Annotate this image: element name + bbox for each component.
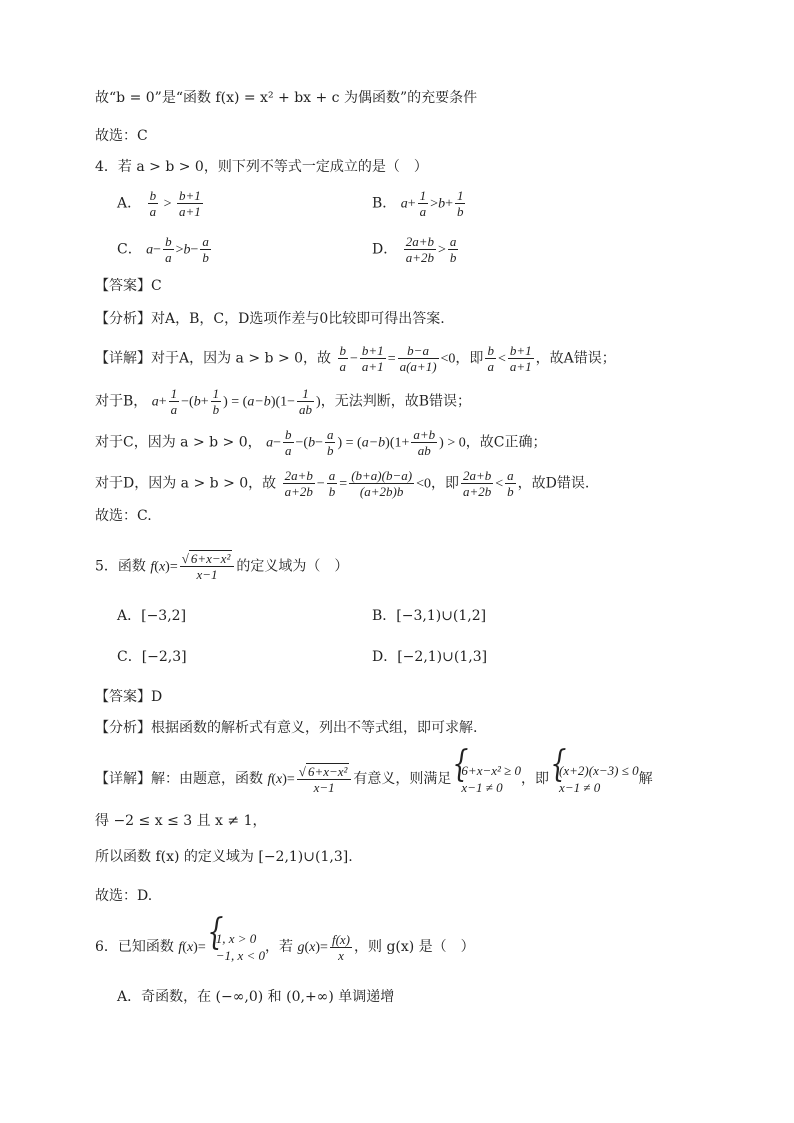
fraction: $\frac{b+1}{a+1}$ xyxy=(361,343,384,374)
fraction: $\frac{1}{b}$ xyxy=(456,188,464,219)
q4-detail-d: 对于D，因为 a > b > 0，故 $\frac{2a+b}{a+2b}$ − $\frac{a}{b}$ = $\frac{(b+a)(b-a)}{(a+2b)b}$ <0，即 $\frac{2a+b}{a+2b}$ < $\frac{a}{b}$ ，故D错误. xyxy=(95,468,590,499)
analysis-text: 根据函数的解析式有意义，列出不等式组，即可求解. xyxy=(151,720,478,736)
fraction: $\frac{1}{b}$ xyxy=(212,386,220,417)
detail-text: ，即 xyxy=(521,771,550,787)
piecewise-brace: { 1, x > 0 −1, x < 0 xyxy=(206,930,265,964)
fraction: $\frac{a}{b}$ xyxy=(449,234,457,265)
fraction: $\frac{(b+a)(b-a)}{(a+2b)b}$ xyxy=(351,468,413,499)
answer-value: D xyxy=(151,689,163,705)
q6-stem: 6．已知函数 f(x)= { 1, x > 0 −1, x < 0 ，若 g(x)= $\frac{f(x)}{x}$ ，则 g(x) 是（ ） xyxy=(95,930,475,964)
option-label: C． xyxy=(117,241,142,258)
detail-text: 解 xyxy=(638,771,653,787)
detail-tag: 【详解】 xyxy=(95,350,151,367)
stem-text: ，若 xyxy=(265,939,294,955)
stem-text: 的定义域为（ ） xyxy=(236,558,349,575)
fraction: $\frac{a+b}{ab}$ xyxy=(413,427,436,458)
fraction: $\frac{2a+b}{a+2b}$ xyxy=(462,468,492,499)
q4-analysis xyxy=(95,309,445,329)
fraction: $\frac{a}{b}$ xyxy=(202,234,209,265)
fraction: $\frac{2a+b}{a+2b}$ xyxy=(405,234,434,265)
q6-option-a: A．奇函数，在 (−∞,0) 和 (0,+∞) 单调递增 xyxy=(117,989,395,1005)
fraction: $\frac{b+1}{a+1}$ xyxy=(178,188,201,219)
answer-tag: 【答案】 xyxy=(95,689,151,705)
q4-stem: 4．若 a > b > 0，则下列不等式一定成立的是（ ） xyxy=(95,159,428,175)
stem-text: ，则 g(x) 是（ ） xyxy=(354,939,475,955)
analysis-tag: 【分析】 xyxy=(95,311,151,327)
q5-analysis xyxy=(95,718,477,738)
detail-text: ，故C正确； xyxy=(465,434,547,451)
fraction: $\frac{b-a}{a(a+1)}$ xyxy=(399,343,437,374)
fraction: $\frac{1}{ab}$ xyxy=(299,386,313,417)
fraction: $\frac{1}{a}$ xyxy=(170,386,178,417)
fraction: $\frac{b}{a}$ xyxy=(165,234,172,265)
stem-text: 6．已知函数 xyxy=(95,939,174,955)
q4-option-d: D． $\frac{2a+b}{a+2b}$ > $\frac{a}{b}$ xyxy=(372,234,457,265)
q5-conclusion: 故选：D. xyxy=(95,888,153,904)
q3-choice-line: 故选：C xyxy=(95,128,148,144)
option-label: A． xyxy=(117,195,142,212)
q5-option-d: D．[−2,1)∪(1,3] xyxy=(372,649,488,665)
detail-text: ，故A错误； xyxy=(535,350,616,367)
q4-detail-c: 对于C，因为 a > b > 0， a− $\frac{b}{a}$ −(b− $\frac{a}{b}$ ) = (a−b)(1+ $\frac{a+b}{ab}$ ) > 0，故C正确； xyxy=(95,427,547,458)
system-brace: { 6+x−x² ≥ 0 x−1 ≠ 0 xyxy=(451,762,521,796)
q4-detail-b: 对于B， a+ $\frac{1}{a}$ −(b+ $\frac{1}{b}$ ) = (a−b)(1− $\frac{1}{ab}$ )，无法判断，故B错误； xyxy=(95,386,472,417)
fraction: $\frac{b}{a}$ xyxy=(487,343,494,374)
q5-detail-line2: 得 −2 ≤ x ≤ 3 且 x ≠ 1， xyxy=(95,813,267,829)
fraction: $\frac{\text{√ 6+x−x²}}{x-1}$ xyxy=(297,764,352,795)
fraction: $\frac{2a+b}{a+2b}$ xyxy=(284,468,313,499)
q4-option-a: A． $\frac{b}{a}$ > $\frac{b+1}{a+1}$ xyxy=(117,188,201,219)
q5-answer xyxy=(95,687,162,707)
q4-answer xyxy=(95,276,162,296)
detail-text: 对于C，因为 a > b > 0， xyxy=(95,434,262,451)
detail-text: 有意义，则满足 xyxy=(353,771,452,787)
q4-option-b: B． a+ $\frac{1}{a}$ >b+ $\frac{1}{b}$ xyxy=(372,188,464,219)
fraction: $\frac{b}{a}$ xyxy=(339,343,346,374)
analysis-text: 对A，B，C，D选项作差与0比较即可得出答案. xyxy=(151,311,445,327)
fraction: $\frac{a}{b}$ xyxy=(328,468,336,499)
fraction: $\frac{b}{a}$ xyxy=(285,427,292,458)
q5-detail-line1: 【详解】解：由题意，函数 f(x)= $\frac{\text{√ 6+x−x²}}{x-1}$ 有意义，则满足 { 6+x−x² ≥ 0 x−1 ≠ 0 ，即 { (x+2)(x−3) ≤ 0 x−1 ≠ 0 解 xyxy=(95,762,653,796)
option-label: D． xyxy=(372,241,398,258)
fraction: $\frac{\text{√ 6+x−x²}}{x-1}$ xyxy=(180,551,235,582)
q5-option-c: C．[−2,3] xyxy=(117,649,187,665)
q3-conclusion-line: 故“b = 0”是“函数 f(x) = x² + bx + c 为偶函数”的充要条件 xyxy=(95,90,478,106)
system-brace: { (x+2)(x−3) ≤ 0 x−1 ≠ 0 xyxy=(549,762,639,796)
answer-tag: 【答案】 xyxy=(95,278,151,294)
q5-option-b: B．[−3,1)∪(1,2] xyxy=(372,608,487,624)
detail-text: ，故D错误. xyxy=(517,475,590,492)
analysis-tag: 【分析】 xyxy=(95,720,151,736)
detail-text: 对于D，因为 a > b > 0，故 xyxy=(95,475,277,492)
detail-text: 对于A，因为 a > b > 0，故 xyxy=(151,350,332,367)
fraction: $\frac{f(x)}{x}$ xyxy=(331,931,350,963)
fraction: $\frac{b+1}{a+1}$ xyxy=(509,343,532,374)
stem-text: 5．函数 xyxy=(95,558,146,575)
q4-option-c: C． a− $\frac{b}{a}$ >b− $\frac{a}{b}$ xyxy=(117,234,209,265)
detail-text: ，无法判断，故B错误； xyxy=(320,393,472,410)
q4-detail-a: 【详解】对于A，因为 a > b > 0，故 $\frac{b}{a}$ − $\frac{b+1}{a+1}$ = $\frac{b-a}{a(a+1)}$ <0，即 $\frac{b}{a}$ < $\frac{b+1}{a+1}$ ，故A错误； xyxy=(95,343,616,374)
detail-text: 解：由题意，函数 xyxy=(151,771,263,787)
q4-conclusion: 故选：C. xyxy=(95,508,152,524)
fraction: $\frac{b}{a}$ xyxy=(149,188,157,219)
q5-option-a: A．[−3,2] xyxy=(117,608,187,624)
fraction: $\frac{a}{b}$ xyxy=(326,427,334,458)
fraction: $\frac{1}{a}$ xyxy=(419,188,427,219)
q5-detail-line3: 所以函数 f(x) 的定义域为 [−2,1)∪(1,3]. xyxy=(95,849,353,865)
detail-text: 对于B， xyxy=(95,393,148,410)
answer-value: C xyxy=(151,278,162,294)
q5-stem: 5．函数 f(x)= $\frac{\text{√ 6+x−x²}}{x-1}$ 的定义域为（ ） xyxy=(95,551,349,582)
option-label: B． xyxy=(372,195,397,212)
detail-tag: 【详解】 xyxy=(95,771,151,787)
fraction: $\frac{a}{b}$ xyxy=(507,468,514,499)
